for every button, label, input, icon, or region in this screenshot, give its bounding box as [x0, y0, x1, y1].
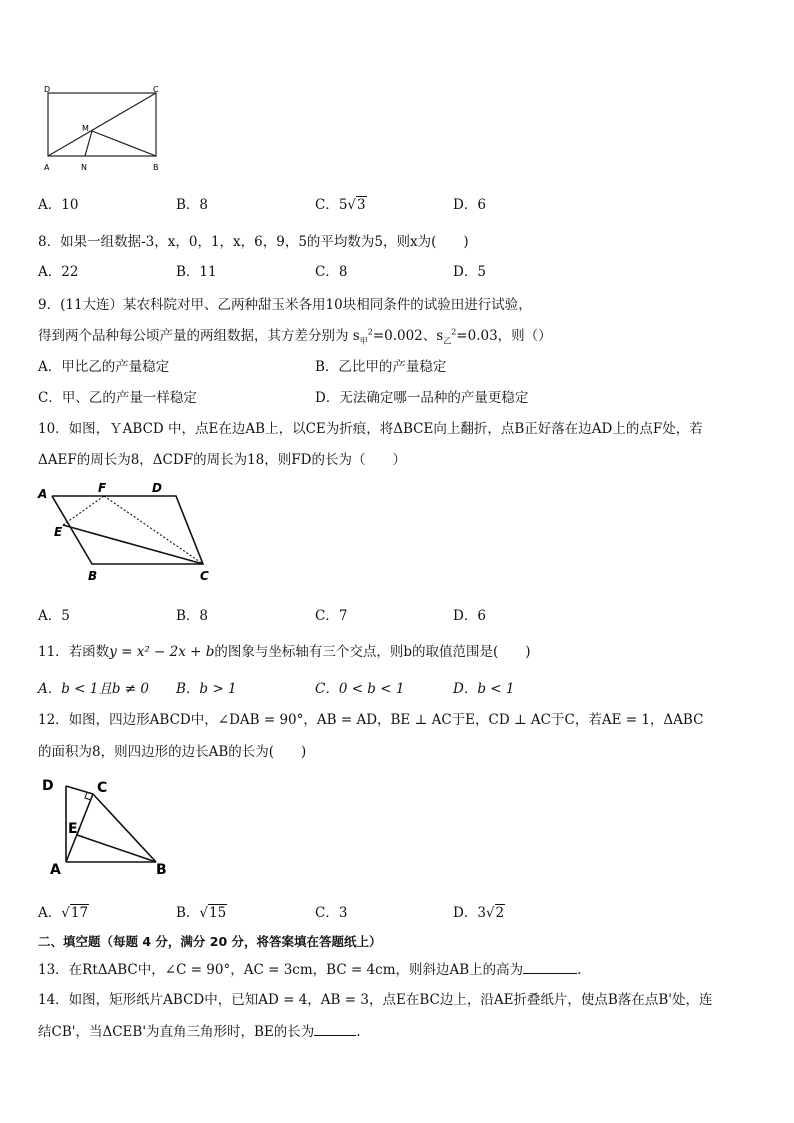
sqrt-symbol: √ — [61, 905, 70, 921]
fig7-label-b: B — [153, 163, 159, 172]
q14-line1: 14．如图，矩形纸片ABCD中，已知AD = 4，AB = 3，点E在BC边上，沿AE折叠纸片，使点B落在点B'处，连 — [38, 992, 713, 1008]
q7-option-d: D．6 — [453, 197, 486, 213]
q11-option-c: C．0 < b < 1 — [315, 681, 405, 697]
q11-option-b: B．b > 1 — [176, 681, 237, 697]
q9-line2-a: 得到两个品种每公顷产量的两组数据，其方差分别为 s — [38, 328, 360, 344]
q7-option-c-radicand: 3 — [357, 197, 366, 213]
q9-sup-2a: 2 — [367, 327, 373, 337]
q7-option-a: A．10 — [38, 197, 79, 213]
q7-option-c — [315, 193, 367, 213]
fig7-label-m: M — [82, 124, 89, 133]
q12-option-b — [176, 901, 227, 921]
fig7-label-d: D — [44, 85, 51, 94]
q10-line1: 10．如图，ＹABCD 中，点E在边AB上，以CE为折痕，将ΔBCE向上翻折，点B正好落在边AD上的点F处，若 — [38, 421, 703, 437]
fig12-label-d: D — [42, 778, 54, 794]
q12-option-b-label: B． — [176, 905, 200, 921]
q12-option-a-radicand: 17 — [70, 905, 89, 921]
q13-answer-blank[interactable] — [523, 972, 577, 974]
q10-option-b: B．8 — [176, 608, 209, 624]
q12-option-a — [38, 901, 89, 921]
section2-title: 二、填空题（每题 4 分，满分 20 分，将答案填在答题纸上） — [38, 934, 382, 949]
fig10-label-c: C — [200, 569, 209, 583]
fig12-label-b: B — [156, 862, 167, 878]
q7-option-b: B．8 — [176, 197, 209, 213]
q10-line2: ΔAEF的周长为8，ΔCDF的周长为18，则FD的长为（ ） — [38, 452, 406, 468]
q9-line1: 9．(11大连）某农科院对甲、乙两种甜玉米各用10块相同条件的试验田进行试验， — [38, 297, 532, 313]
fig12-label-c: C — [97, 780, 108, 796]
q8-option-a: A．22 — [38, 264, 79, 280]
q9-option-a: A．甲比乙的产量稳定 — [38, 359, 170, 375]
fig7-label-n: N — [81, 163, 87, 172]
figure-q7-rectangle — [40, 84, 170, 176]
q9-sup-2b: 2 — [451, 327, 457, 337]
fig10-label-e: E — [54, 525, 63, 539]
q14-end: . — [356, 1024, 361, 1040]
sqrt-symbol: √ — [485, 905, 495, 921]
q9-sub-yi: 乙 — [443, 336, 452, 346]
q10-option-d: D．6 — [453, 608, 486, 624]
q12-option-a-label: A． — [38, 905, 62, 921]
q8-option-c: C．8 — [315, 264, 348, 280]
q12-option-d-label: D．3 — [453, 905, 486, 921]
figure-q12-quadrilateral — [36, 772, 176, 882]
q11-text-a: 11．若函数 — [38, 644, 110, 660]
q13-end: . — [577, 962, 582, 978]
q14-line2-body: 结CB'，当ΔCEB'为直角三角形时，BE的长为 — [38, 1024, 315, 1040]
q10-option-c: C．7 — [315, 608, 348, 624]
q13-text — [38, 958, 581, 978]
q9-line2-c: =0.03，则（） — [456, 328, 552, 344]
q12-line2: 的面积为8，则四边形的边长AB的长为( ) — [38, 744, 307, 760]
q13-text-body: 13．在RtΔABC中，∠C = 90°，AC = 3cm，BC = 4cm，则斜边AB上的高为 — [38, 962, 524, 978]
q12-option-d — [453, 901, 505, 921]
q9-line2-b: =0.002、s — [372, 328, 444, 344]
q12-line1: 12．如图，四边形ABCD中，∠DAB = 90°，AB = AD，BE ⊥ AC于E，CD ⊥ AC于C，若AE = 1，ΔABC — [38, 712, 704, 728]
q9-sub-jia: 甲 — [359, 336, 368, 346]
q8-option-d: D．5 — [453, 264, 486, 280]
fig12-label-e: E — [68, 821, 78, 837]
fig7-label-c: C — [153, 85, 159, 94]
q12-option-d-radicand: 2 — [495, 905, 505, 921]
sqrt-symbol: √ — [347, 197, 357, 213]
q9-option-b: B．乙比甲的产量稳定 — [315, 359, 447, 375]
fig10-label-d: D — [152, 481, 162, 495]
q11-text-b: 的图象与坐标轴有三个交点，则b的取值范围是( ) — [214, 644, 531, 660]
q8-text: 8．如果一组数据-3，x，0，1，x，6，9，5的平均数为5，则x为( ) — [38, 234, 469, 250]
q11-text — [38, 640, 531, 660]
fig10-label-b: B — [88, 569, 98, 583]
fig12-label-a: A — [50, 862, 61, 878]
fig10-label-a: A — [38, 487, 48, 501]
q11-option-d: D．b < 1 — [453, 681, 515, 697]
q12-option-c: C．3 — [315, 905, 348, 921]
q11-option-a: A．b < 1且b ≠ 0 — [38, 681, 149, 697]
q9-line2 — [38, 324, 552, 347]
q11-formula: y = x² − 2x + b — [109, 644, 215, 660]
q9-option-d: D．无法确定哪一品种的产量更稳定 — [315, 390, 529, 406]
fig10-label-f: F — [98, 481, 107, 495]
q9-option-c: C．甲、乙的产量一样稳定 — [38, 390, 197, 406]
q12-option-b-radicand: 15 — [209, 905, 227, 921]
q14-line2 — [38, 1020, 361, 1040]
fig7-label-a: A — [44, 163, 50, 172]
q14-answer-blank[interactable] — [314, 1034, 356, 1036]
figure-q10-parallelogram — [36, 478, 226, 588]
sqrt-symbol: √ — [199, 905, 209, 921]
q7-option-c-label: C．5 — [315, 197, 348, 213]
q8-option-b: B．11 — [176, 264, 217, 280]
q10-option-a: A．5 — [38, 608, 70, 624]
